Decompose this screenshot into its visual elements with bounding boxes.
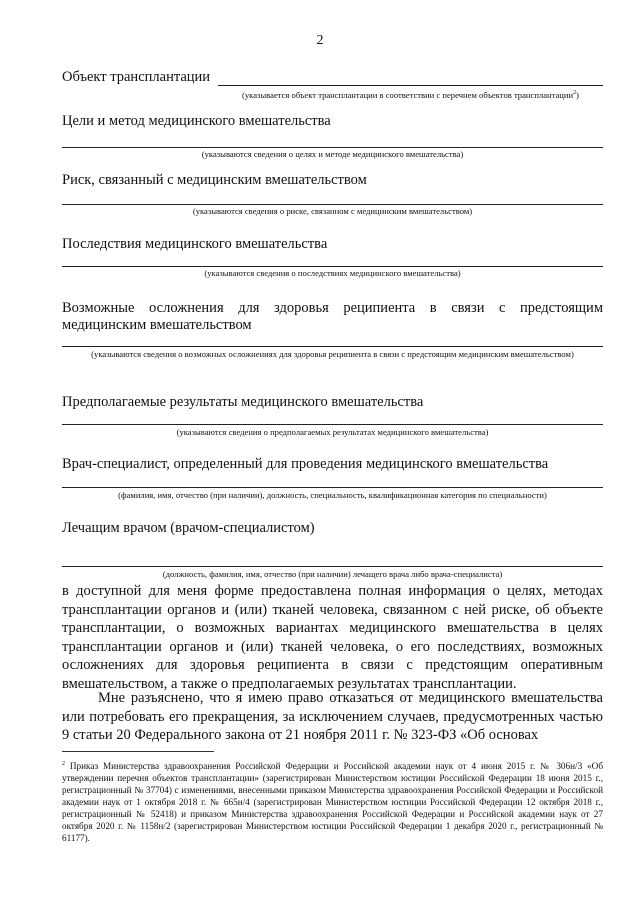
field-label-consequences: Последствия медицинского вмешательства (62, 236, 328, 252)
field-hint-attending-doctor: (должность, фамилия, имя, отчество (при наличии) лечащего врача либо врача-специалиста) (162, 569, 503, 579)
paragraph-information: в доступной для меня форме предоставлена полная информация о целях, методах трансплантации органов и (или) тканей человека, связанном с ней риске, об объекте трансплантации, о возможных вариантах медицинского вмешательства в целях трансплантации органов и (или) тканей человека, о его последствиях, возможных осложнениях для здоровья реципиента в связи с предстоящим оперативным вмешательством, а также о предполагаемых результатах трансплантации. (62, 583, 603, 692)
paragraph-right-to-refuse: Мне разъяснено, что я имею право отказаться от медицинского вмешательства или потребовать его прекращения, за исключением случаев, предусмотренных частью 9 статьи 20 Федерального закона от 21 ноября 2011 г. № 323-ФЗ «Об основах (62, 690, 603, 743)
field-line-transplant-object[interactable] (218, 85, 603, 86)
field-hint-goals-method: (указываются сведения о целях и методе медицинского вмешательства) (201, 149, 464, 159)
field-label-risk: Риск, связанный с медицинским вмешательством (62, 172, 367, 188)
field-line-specialist[interactable] (62, 487, 603, 488)
footnote (62, 758, 603, 844)
field-line-risk[interactable] (62, 204, 603, 205)
footnote-ref: 2 (573, 90, 577, 96)
footnote-text: Приказ Министерства здравоохранения Российской Федерации и Российской академии наук от 4 июня 2015 г. № 306н/3 «Об утверждении перечня объектов трансплантации» (зарегистрирован Министерством юстиции Российской Федерации 18 июня 2015 г., регистрационный № 37704) с изменениями, внесенными приказом Министерства здравоохранения Российской Федерации и Российской академии наук от 1 октября 2018 г. № 665н/4 (зарегистрирован Министерством юстиции Российской Федерации 12 октября 2018 г., регистрационный № 52418) и приказом Министерства здравоохранения Российской Федерации и Российской академии наук от 27 октября 2020 г. № 1158н/2 (зарегистрирован Министерством юстиции Российской Федерации 1 декабря 2020 г., регистрационный № 61177). (62, 761, 603, 844)
field-hint-complications: (указываются сведения о возможных осложнениях для здоровья реципиента в связи с предстоящим медицинским вмешательством) (91, 349, 574, 359)
field-hint-expected-results: (указываются сведения о предполагаемых результатах медицинского вмешательства) (176, 427, 489, 437)
field-hint-transplant-object: (указывается объект трансплантации в соответствии с перечнем объектов трансплантации$^2$) (242, 89, 579, 100)
field-label-specialist: Врач-специалист, определенный для проведения медицинского вмешательства (62, 456, 549, 472)
field-hint-risk: (указываются сведения о риске, связанном с медицинским вмешательством) (192, 206, 473, 216)
field-label-expected-results: Предполагаемые результаты медицинского вмешательства (62, 394, 424, 410)
field-line-goals-method[interactable] (62, 147, 603, 148)
field-label-attending-doctor: Лечащим врачом (врачом-специалистом) (62, 520, 315, 536)
field-hint-specialist: (фамилия, имя, отчество (при наличии), должность, специальность, квалификационная категория по специальности) (118, 490, 547, 500)
field-line-complications[interactable] (62, 346, 603, 347)
field-label-transplant-object: Объект трансплантации (62, 69, 211, 85)
field-line-consequences[interactable] (62, 266, 603, 267)
footnote-separator (62, 751, 214, 752)
field-label-goals-method: Цели и метод медицинского вмешательства (62, 113, 331, 129)
field-hint-consequences: (указываются сведения о последствиях медицинского вмешательства) (204, 268, 461, 278)
page-number: 2 (316, 33, 324, 48)
field-label-complications: Возможные осложнения для здоровья реципиента в связи с предстоящим медицинским вмешательством (62, 300, 603, 333)
footnote-mark: 2 (62, 761, 65, 767)
field-line-expected-results[interactable] (62, 424, 603, 425)
field-line-attending-doctor[interactable] (62, 566, 603, 567)
